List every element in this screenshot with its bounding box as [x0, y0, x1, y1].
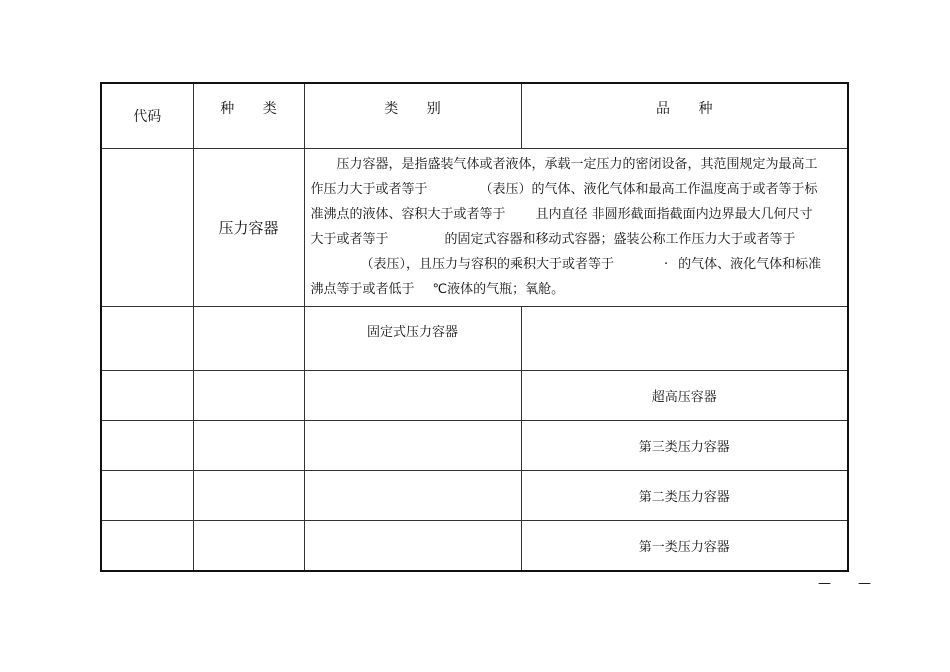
pressure-vessel-classification-table — [100, 82, 849, 572]
variety-cell-ultra-high-pressure: 超高压容器 — [521, 371, 848, 421]
table-row — [101, 521, 848, 572]
kind-cell — [193, 421, 304, 471]
header-category: 类 别 — [304, 83, 521, 149]
kind-cell-pressure-vessel: 压力容器 — [193, 149, 304, 307]
code-cell — [101, 149, 193, 307]
page-footer-dash-right: — — [858, 576, 871, 591]
kind-cell — [193, 471, 304, 521]
definition-line-2: 作压力大于或者等于 （表压）的气体、液化气体和最高工作温度高于或者等于标 — [310, 182, 818, 197]
header-variety: 品 种 — [521, 83, 848, 149]
table-row — [101, 421, 848, 471]
category-cell-fixed-vessel: 固定式压力容器 — [304, 307, 521, 371]
variety-cell — [521, 307, 848, 371]
kind-cell — [193, 371, 304, 421]
definition-line-3: 准沸点的液体、容积大于或者等于 且内直径 非圆形截面指截面内边界最大几何尺寸 — [310, 207, 813, 222]
code-cell — [101, 307, 193, 371]
pressure-vessel-row — [101, 149, 848, 307]
header-kind: 种 类 — [193, 83, 304, 149]
category-cell — [304, 371, 521, 421]
table-row — [101, 471, 848, 521]
kind-cell — [193, 521, 304, 572]
table-row — [101, 307, 848, 371]
category-cell — [304, 521, 521, 572]
pressure-vessel-definition — [304, 149, 848, 307]
kind-cell — [193, 307, 304, 371]
code-cell — [101, 471, 193, 521]
variety-cell-class-1: 第一类压力容器 — [521, 521, 848, 572]
variety-cell-class-3: 第三类压力容器 — [521, 421, 848, 471]
code-cell — [101, 371, 193, 421]
header-code: 代码 — [101, 83, 193, 149]
table-row — [101, 371, 848, 421]
definition-line-4: 大于或者等于 的固定式容器和移动式容器；盛装公称工作压力大于或者等于 — [310, 232, 796, 247]
category-cell — [304, 421, 521, 471]
definition-line-6: 沸点等于或者低于 ℃液体的气瓶；氧舱。 — [310, 282, 565, 297]
definition-line-1: 压力容器，是指盛装气体或者液体，承载一定压力的密闭设备，其范围规定为最高工 — [336, 157, 818, 172]
category-cell — [304, 471, 521, 521]
code-cell — [101, 421, 193, 471]
header-row — [101, 83, 848, 149]
definition-line-5: （表压），且压力与容积的乘积大于或者等于 · 的气体、液化气体和标准 — [360, 257, 822, 272]
variety-cell-class-2: 第二类压力容器 — [521, 471, 848, 521]
code-cell — [101, 521, 193, 572]
page-footer-dash-left: — — [818, 576, 831, 591]
